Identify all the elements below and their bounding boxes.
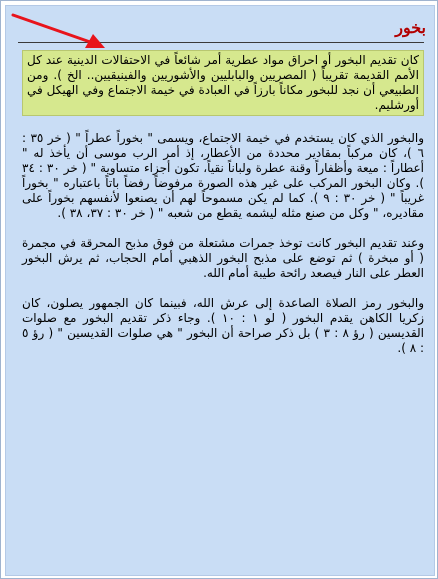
content-panel [5,5,435,576]
title-divider [18,42,424,43]
paragraph-symbolism: والبخور رمز الصلاة الصاعدة إلى عرش الله، فبينما كان الجمهور يصلون، كان زكريا الكاهن يقدم البخور ( لو ١ : ١٠ ). وجاء ذكر تقديم البخور مع صلوات القديسين ( رؤ ٨ : ٣ ) بل ذكر صراحة أن البخور " هي صلوات القديسين " ( رؤ ٥ : ٨ ). [22,296,425,355]
paragraph-offering: وعند تقديم البخور كانت توخذ جمرات مشتعلة من فوق مذبح المحرقة في مجمرة ( أو مبخرة ) ثم توضع على مذبح البخور الذهبي أمام الحجاب، ثم يرش البخور العطر على النار فيصعد رائحة طيبة أمام الله. [22,236,424,280]
article-title: بخور [395,18,426,37]
paragraph-composition: والبخور الذي كان يستخدم في خيمة الاجتماع، ويسمى " بخوراً عطراً " ( خر ٣٥ : ٦ )، كان مركباً بمقادير محددة من الأعطار، إذ أمر الرب موسى أن يأخذ له " أعطاراً : ميعة وأظفاراً وقنة عطرة ولباناً نقياً، تكون أجزاء متساوية " ( خر ٣٠ : ٣٤ ). وكان البخور المركب على غير هذه الصورة مرفوضاً رفضاً باتاً باعتباره " بخوراً غريباً " ( خر ٣٠ : ٩ ). كما لم يكن مسموحاً لهم أن يصنعوا لأنفسهم بخوراً على مقاديره، " وكل من صنع مثله ليشمه يقطع من شعبه " ( خر ٣٠ : ٣٧، ٣٨ ). [22,131,425,220]
article-body [22,50,424,371]
highlighted-paragraph: كان تقديم البخور أو احراق مواد عطرية أمر شائعاً في الاحتفالات الدينية عند كل الأمم القديمة تقريباً ( المصريين والبابليين والأشوريين والفينيقيين.. الخ ). ومن الطبيعي أن نجد للبخور مكاناً بارزاً في العبادة في خيمة الاجتماع وفي الهيكل في أورشليم. [22,50,424,116]
